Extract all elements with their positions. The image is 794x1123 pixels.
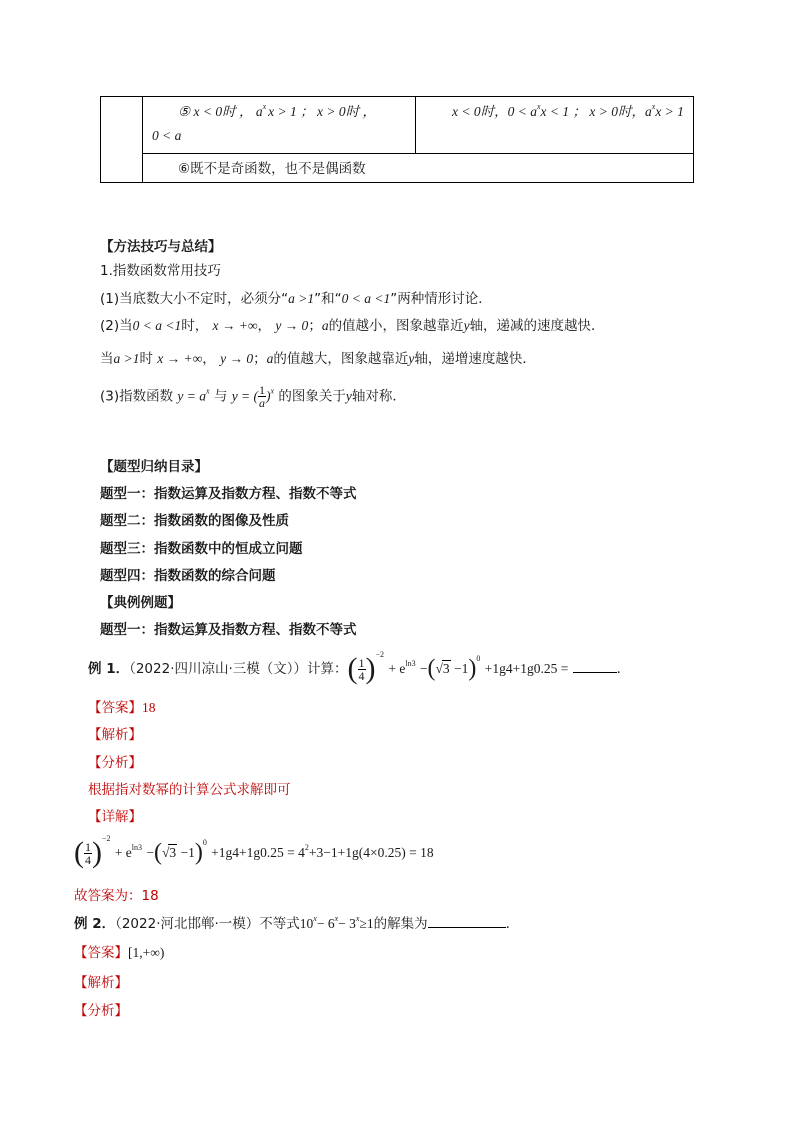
example2-analysis-tag: 【解析】 xyxy=(74,975,128,991)
table-bottom-border xyxy=(100,182,694,183)
example1-detail-expr: ( $\frac{1}{4}$ )$^{-2} + e^{ln3} -(√3 -1)^0 +1g4+1g0.25 = 4^2+3-1+1g(4\times 0.25) = 18$ xyxy=(74,834,434,869)
table-top-border xyxy=(100,96,694,97)
example1-fenxi-tag: 【分析】 xyxy=(88,755,142,771)
table-row-divider xyxy=(142,153,694,154)
methods-item-1: 1.指数函数常用技巧 xyxy=(100,263,221,279)
catalog-heading: 【题型归纳目录】 xyxy=(100,459,208,475)
table-mid-divider xyxy=(415,96,416,153)
example2-fenxi-tag: 【分析】 xyxy=(74,1003,128,1019)
row5-left-line1: ⑤ x < 0时 ， $a^x$ x > 1 ； x > 0时 ， xyxy=(178,102,376,119)
example1-answer: 【答案】18 xyxy=(88,700,156,716)
row5-right: x < 0时，$0 < a^xx < 1$ ； x > 0时，$a^xx > 1$ xyxy=(452,102,684,119)
catalog-type-1: 题型一：指数运算及指数方程、指数不等式 xyxy=(100,486,357,502)
example1-question: 例 1．（2022·四川凉山·三模（文））计算：( $\frac{1}{4}$ )$^{-2} + e^{ln3} -(√3 -1)^0 +1g4+1g0.25$ = ． xyxy=(88,650,631,685)
catalog-type-2: 题型二：指数函数的图像及性质 xyxy=(100,513,289,529)
row5-left-line2: 0 < a xyxy=(152,128,182,143)
example1-detail-tag: 【详解】 xyxy=(88,809,142,825)
table-col-divider xyxy=(142,96,143,183)
table-right-border xyxy=(693,96,694,183)
methods-item-2: (1)当底数大小不定时，必须分“a >1”和“0 < a <1”两种情形讨论． xyxy=(100,291,492,307)
methods-item-3: (2)当0 < a <1时， x → +∞， y → 0；a的值越小，图象越靠近y轴，递减的速度越快． xyxy=(100,318,605,334)
catalog-type-4: 题型四：指数函数的综合问题 xyxy=(100,568,276,584)
methods-heading: 【方法技巧与总结】 xyxy=(100,239,222,255)
methods-item-5: (3)指数函数 $y = a^x$ 与 y = ( $\frac{1}{a}$ )$^x$ 的图象关于y轴对称． xyxy=(100,383,406,410)
methods-item-4: 当a >1时 x → +∞， y → 0；a的值越大，图象越靠近y轴，递增速度越快． xyxy=(100,351,536,367)
examples-heading: 【典例例题】 xyxy=(100,595,181,611)
example2-question: 例 2．（2022·河北邯郸·一模）不等式$10^x- 6^x- 3^x\ge 1$的解集为 ． xyxy=(74,914,520,932)
example1-analysis-tag: 【解析】 xyxy=(88,727,142,743)
example1-fenxi-text: 根据指对数幂的计算公式求解即可 xyxy=(88,782,291,798)
table-left-border xyxy=(100,96,101,183)
catalog-type-3: 题型三：指数函数中的恒成立问题 xyxy=(100,541,303,557)
row6-text: ⑥既不是奇函数，也不是偶函数 xyxy=(178,161,366,177)
example1-conclusion: 故答案为：18 xyxy=(74,888,159,904)
type1-heading: 题型一：指数运算及指数方程、指数不等式 xyxy=(100,622,357,638)
example2-answer: 【答案】[1,+∞) xyxy=(74,945,165,961)
